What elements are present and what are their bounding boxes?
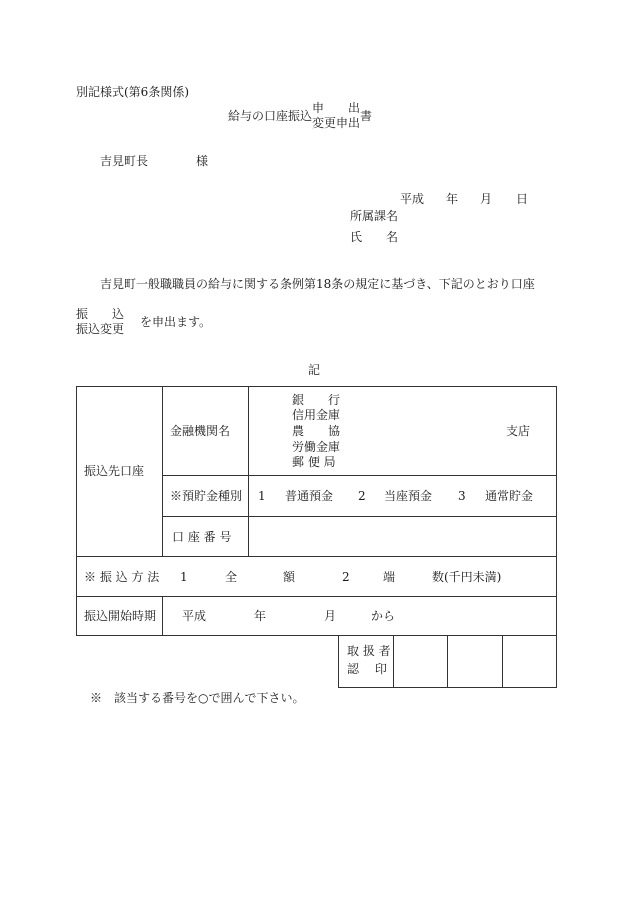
seal-divider-1: [393, 635, 394, 688]
deposit-type-1-num: 1: [258, 489, 266, 503]
col-divider-label: [248, 386, 249, 556]
addressee-honorific: 様: [196, 154, 209, 168]
institution-label: 金融機関名: [170, 424, 231, 438]
row-divider-institution: [162, 475, 557, 476]
body-option-stack: [76, 307, 124, 337]
method-2-num: 2: [342, 570, 350, 584]
institution-type-shinkin: 信用金庫: [292, 408, 341, 422]
method-2-label-a: 端: [383, 570, 396, 584]
deposit-type-3-label: 通常貯金: [485, 489, 534, 503]
deposit-type-2-label: 当座預金: [384, 489, 433, 503]
method-1-label-b: 額: [283, 570, 296, 584]
title-prefix: 給与の口座振込: [228, 109, 313, 123]
title-suffix: 書: [360, 109, 373, 123]
deposit-type-2-num: 2: [358, 489, 366, 503]
deposit-type-label: ※預貯金種別: [170, 489, 243, 503]
title-option-stack: [312, 101, 360, 131]
institution-type-post: 郵 便 局: [292, 455, 336, 469]
body-option-bottom: 振込変更: [76, 322, 125, 336]
body-option-top: 振 込: [76, 307, 125, 321]
form-reference: 別記様式(第6条関係): [76, 85, 189, 99]
start-era: 平成: [182, 609, 207, 623]
date-year-unit: 年: [446, 192, 459, 206]
deposit-type-3-num: 3: [458, 489, 466, 503]
method-1-num: 1: [180, 570, 188, 584]
account-number-label: 口 座 番 号: [172, 530, 232, 544]
date-era: 平成: [400, 192, 425, 206]
col-divider-left: [162, 386, 163, 556]
department-label: 所属課名: [350, 209, 399, 223]
start-from: から: [371, 609, 396, 623]
method-label: ※ 振 込 方 法: [84, 570, 160, 584]
seal-divider-3: [502, 635, 503, 688]
row-divider-deposit: [162, 516, 557, 517]
row-divider-method: [76, 596, 557, 597]
dest-account-label: 振込先口座: [84, 464, 145, 478]
handler-label-2: 認 印: [347, 662, 387, 676]
start-year-unit: 年: [254, 609, 267, 623]
ki-label: 記: [308, 363, 321, 377]
footnote: ※ 該当する番号を○で囲んで下さい。: [90, 691, 305, 705]
seal-divider-2: [447, 635, 448, 688]
name-label: 氏 名: [350, 230, 399, 244]
date-day-unit: 日: [516, 192, 529, 206]
body-line-2-suffix: を申出ます。: [140, 315, 212, 329]
title-option-top: 申 出: [312, 101, 361, 115]
addressee-name: 吉見町長: [100, 154, 149, 168]
start-label: 振込開始時期: [84, 609, 157, 623]
deposit-type-1-label: 普通預金: [285, 489, 334, 503]
title-option-bottom: 変更申出: [312, 116, 361, 130]
col-divider-start: [162, 596, 163, 636]
institution-type-rokin: 労働金庫: [292, 440, 341, 454]
method-1-label-a: 全: [225, 570, 238, 584]
start-month-unit: 月: [324, 609, 337, 623]
row-divider-account: [76, 556, 557, 557]
institution-type-nokyo: 農 協: [292, 424, 341, 438]
institution-type-bank: 銀 行: [292, 393, 341, 407]
method-2-label-b: 数(千円未満): [432, 570, 502, 584]
handler-label-1: 取 扱 者: [347, 644, 391, 658]
date-month-unit: 月: [480, 192, 493, 206]
branch-label: 支店: [506, 424, 531, 438]
body-line-1: 吉見町一般職職員の給与に関する条例第18条の規定に基づき、下記のとおり口座: [100, 277, 535, 291]
